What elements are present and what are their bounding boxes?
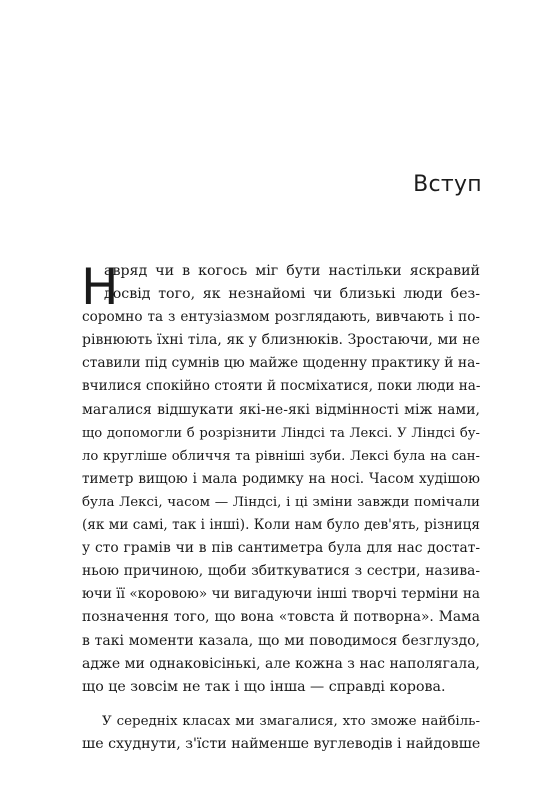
- text-line: ставили під сумнів цю майже щоденну практику й на-: [82, 355, 480, 372]
- paragraph: [82, 260, 480, 699]
- text-line: магалися відшукати які-не-які відмінності між нами,: [82, 401, 480, 418]
- text-line: ньою причиною, щоби збиткуватися з сестри, назива-: [82, 563, 480, 580]
- text-line: ше схуднути, з'їсти найменше вуглеводів і найдовше: [82, 735, 480, 752]
- chapter-title: Вступ: [413, 172, 482, 197]
- text-line: адже ми однаковісінькі, але кожна з нас наполягала,: [82, 655, 480, 672]
- text-line: в такі моменти казала, що ми поводимося безглуздо,: [82, 632, 480, 649]
- text-line: У середніх класах ми змагалися, хто зможе найбіль-: [102, 713, 480, 729]
- text-line: ючи її «коровою» чи вигадуючи інші творчі терміни на: [82, 586, 480, 603]
- text-line: вчилися спокійно стояти й посміхатися, поки люди на-: [82, 378, 480, 395]
- text-line: що допомогли б розрізнити Ліндсі та Лексі. У Ліндсі бу-: [82, 425, 480, 441]
- text-line: рівнюють їхні тіла, як у близнюків. Зростаючи, ми не: [82, 332, 480, 349]
- text-line: соромно та з ентузіазмом розглядають, вивчають і по-: [82, 309, 480, 326]
- text-line: у сто грамів чи в пів сантиметра була для нас достат-: [82, 540, 480, 557]
- chapter-body: [82, 260, 480, 767]
- text-line: позначення того, що вона «товста й потворна». Мама: [82, 609, 480, 626]
- drop-cap: Н: [81, 258, 119, 316]
- paragraph: [82, 710, 480, 756]
- text-line: авряд чи в когось міг бути настільки яскравий: [104, 263, 480, 279]
- text-line: була Лексі, часом — Ліндсі, і ці зміни завжди помічали: [82, 494, 480, 510]
- text-line: тиметр вищою і мала родимку на носі. Часом худішою: [82, 470, 480, 487]
- text-line: досвід того, як незнайомі чи близькі люди без-: [104, 286, 480, 303]
- text-line: (як ми самі, так і інші). Коли нам було дев'ять, різниця: [82, 517, 480, 534]
- text-line: що це зовсім не так і що інша — справді корова.: [82, 678, 446, 695]
- text-line: ло кругліше обличчя та рівніші зуби. Лексі була на сан-: [82, 448, 480, 464]
